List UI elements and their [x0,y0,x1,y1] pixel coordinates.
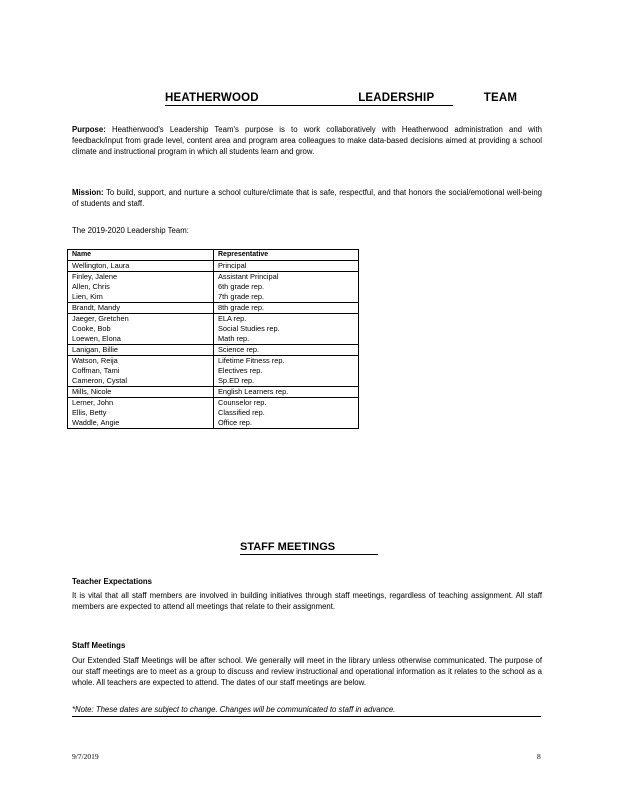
table-row [68,387,359,398]
representative-cell [214,272,359,303]
name-cell [68,314,214,345]
staff-meetings-heading: STAFF MEETINGS [240,541,378,555]
member-role: Science rep. [218,345,260,354]
purpose-text: Heatherwood's Leadership Team's purpose is to work collaboratively with Heatherwood administration and with feedback/input from grade level, content area and program area colleagues to make data-based decisions aimed at providing a school climate and instructional program in which all students learn and grow. [72,125,543,156]
mission-paragraph [72,187,542,209]
representative-cell [214,303,359,314]
mission-text: To build, support, and nurture a school culture/climate that is safe, respectful, and that honors the social/emotional well-being of students and staff. [72,188,543,208]
member-name: Allen, Chris [72,282,110,291]
name-cell [68,387,214,398]
footer-date: 9/7/2019 [72,752,99,761]
representative-cell [214,314,359,345]
name-column-header: Name [68,250,214,261]
staff-meetings-text: Our Extended Staff Meetings will be after school. We generally will meet in the library unless otherwise communicated. The purpose of our staff meetings are to meet as a group to discuss and review instructional and operational information as it relates to the school as a whole. All teachers are expected to attend. The dates of our staff meetings are below. [72,656,542,687]
member-name: Loewen, Elona [72,334,121,343]
member-name: Cameron, Cystal [72,376,128,385]
member-role: Classified rep. [218,408,265,417]
member-role: Counselor rep. [218,398,267,407]
leadership-team-table [67,249,359,429]
name-cell [68,398,214,429]
title-part-3: TEAM [483,92,518,104]
name-cell [68,261,214,272]
footer-page-number: 8 [537,752,541,761]
page-title [165,92,518,106]
member-name: Lien, Kim [72,292,103,301]
member-name: Wellington, Laura [72,261,130,270]
staff-meetings-note: *Note: These dates are subject to change. Changes will be communicated to staff in advance. [72,705,396,714]
representative-cell [214,261,359,272]
table-row [68,314,359,345]
name-cell [68,345,214,356]
member-name: Finley, Jalene [72,272,118,281]
member-role: 6th grade rep. [218,282,265,291]
member-role: 8th grade rep. [218,303,265,312]
member-name: Waddle, Angie [72,418,120,427]
note-underline [72,716,541,717]
representative-column-header: Representative [214,250,359,261]
member-name: Lerner, John [72,398,114,407]
teacher-expectations-text: It is vital that all staff members are involved in building initiatives through staff meetings, regardless of teaching assignment. All staff members are expected to attend all meetings that relate to their assignment. [72,591,542,611]
representative-cell [214,398,359,429]
table-row [68,261,359,272]
member-role: Lifetime Fitness rep. [218,356,285,365]
purpose-paragraph [72,124,542,157]
name-cell [68,356,214,387]
member-role: Assistant Principal [218,272,279,281]
table-row [68,398,359,429]
member-name: Watson, Reija [72,356,118,365]
member-name: Brandt, Mandy [72,303,121,312]
member-role: 7th grade rep. [218,292,265,301]
name-cell [68,272,214,303]
member-name: Ellis, Betty [72,408,107,417]
representative-cell [214,345,359,356]
member-name: Cooke, Bob [72,324,111,333]
teacher-expectations-title: Teacher Expectations [72,577,153,586]
member-name: Coffman, Tami [72,366,120,375]
title-part-2: LEADERSHIP [358,92,435,104]
team-table-body [68,261,359,429]
member-role: Office rep. [218,418,252,427]
member-role: English Learners rep. [218,387,289,396]
team-intro: The 2019-2020 Leadership Team: [72,226,189,235]
representative-cell [214,356,359,387]
staff-meetings-title: Staff Meetings [72,641,126,650]
member-role: Principal [218,261,247,270]
purpose-label: Purpose: [72,125,106,134]
member-role: Sp.ED rep. [218,376,255,385]
mission-label: Mission: [72,188,104,197]
title-part-1: HEATHERWOOD [165,92,259,104]
representative-cell [214,387,359,398]
member-name: Mills, Nicole [72,387,112,396]
member-name: Jaeger, Gretchen [72,314,129,323]
member-role: Electives rep. [218,366,263,375]
table-row [68,303,359,314]
member-role: Math rep. [218,334,250,343]
name-cell [68,303,214,314]
member-name: Lanigan, Billie [72,345,119,354]
table-row [68,356,359,387]
table-header-row [68,250,359,261]
table-row [68,272,359,303]
member-role: Social Studies rep. [218,324,280,333]
member-role: ELA rep. [218,314,247,323]
table-row [68,345,359,356]
